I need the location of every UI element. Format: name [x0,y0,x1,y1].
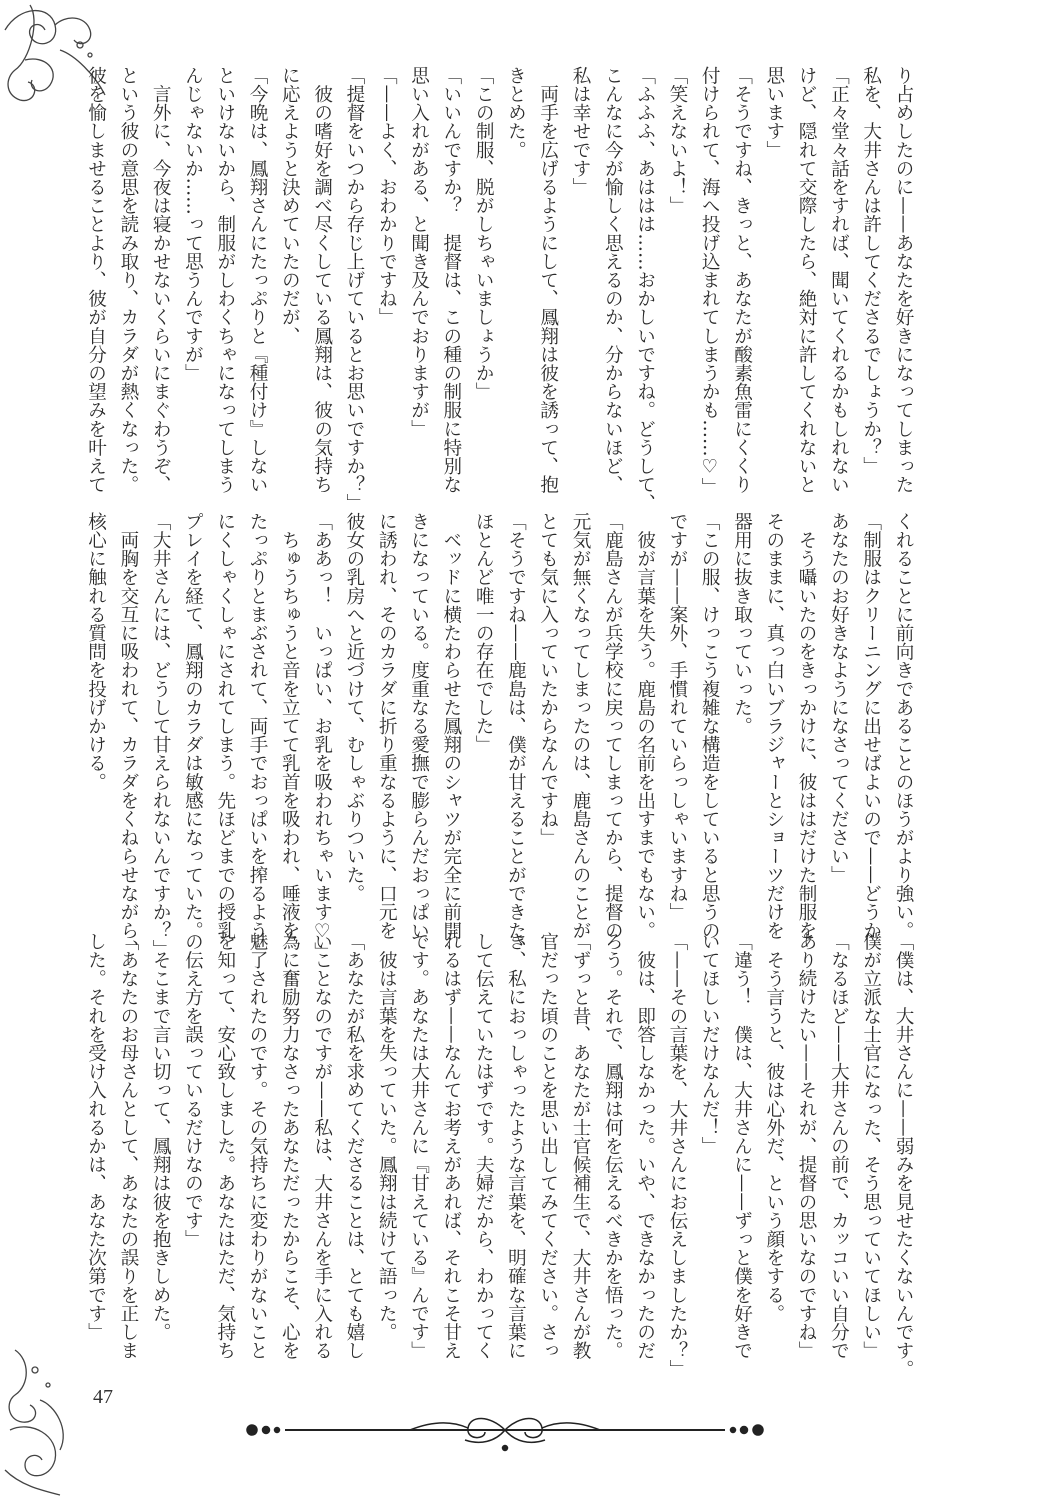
text-line: 彼が言葉を失う。鹿島の名前を出すまでもない。 [634,512,656,940]
text-line: き、私におっしゃったような言葉を、明確な言葉に [505,932,527,1360]
text-line: 「——その言葉を、大井さんにお伝えしましたか？」 [666,932,688,1379]
text-line: して伝えていたはずです。夫婦だから、わかってく [473,932,495,1360]
text-block-middle [79,512,919,961]
text-line: を知って、安心致しました。あなたはただ、気持ち [214,932,236,1360]
text-line: 「僕は、大井さんに——弱みを見せたくないんです。 [893,932,914,1379]
text-line: 「あなたが私を求めてくださることは、とても嬉し [343,932,365,1360]
text-line: した。それを受け入れるかは、あなた次第です」 [85,932,107,1342]
text-line: 元気が無くなってしまったのは、鹿島さんのことが [570,512,592,940]
text-line: 「この服、けっこう複雑な構造をしていると思うの [699,512,721,940]
text-line: 「ずっと昔、あなたが士官候補生で、大井さんが教 [570,932,592,1360]
text-line: 「そうですね——鹿島は、僕が甘えることができた、 [505,512,527,959]
text-line: です。あなたは大井さんに『甘えている』んです」 [408,932,430,1360]
text-line: 「この制服、脱がしちゃいましょうか」 [473,66,495,401]
text-line: 「笑えないよ！」 [666,66,688,215]
text-line: 「違う！ 僕は、大井さんに——ずっと僕を好きで [731,932,753,1360]
text-line: 「そうですね、きっと、あなたが酸素魚雷にくくり [731,66,753,494]
text-line: 言外に、今夜は寝かせないくらいにまぐわうぞ、 [150,66,172,494]
text-line: 魅了されたのです。その気持ちに変わりがないこと [247,932,269,1360]
text-line: きになっている。度重なる愛撫で膨らんだおっぱい [408,512,430,940]
text-line: 私は幸せです」 [570,66,592,197]
text-line: 「今晩は、鳳翔さんにたっぷりと『種付け』しない [247,66,269,494]
text-line: 僕が立派な士官になった、そう思っていてほしい」 [860,932,882,1360]
text-line: こんなに今が愉しく思えるのか、分からないほど、 [602,66,624,494]
text-line: 「提督をいつから存じ上げているとお思いですか？」 [343,66,365,513]
text-block-bottom [79,932,919,1392]
text-line: ろう。それで、鳳翔は何を伝えるべきかを悟った。 [602,932,624,1360]
text-line: 思い入れがある、と聞き及んでおりますが」 [408,66,430,438]
text-line: 彼を愉しませることより、彼が自分の望みを叶えて [85,66,107,494]
text-line: そのままに、真っ白いブラジャーとショーツだけを [763,512,785,940]
text-line: いことなのですが——私は、大井さんを手に入れる [311,932,333,1360]
text-line: 「いいんですか？ 提督は、この種の制服に特別な [440,66,462,494]
text-line: あなたのお好きなようになさってください」 [828,512,850,884]
text-line: あり続けたい——それが、提督の思いなのですね」 [796,932,818,1360]
text-line: 核心に触れる質問を投げかける。 [85,512,107,791]
text-line: いてほしいだけなんだ！」 [699,932,721,1156]
text-line: に誘われ、そのカラダに折り重なるように、口元を [376,512,398,940]
text-line: 彼女の乳房へと近づけて、むしゃぶりついた。 [343,512,365,903]
text-line: ほとんど唯一の存在でした」 [473,512,495,754]
text-line: 「鹿島さんが兵学校に戻ってしまってから、提督の [602,512,624,940]
divider-ornament [240,1410,770,1460]
text-line: といけないから、制服がしわくちゃになってしまう [214,66,236,494]
text-line: 器用に抜き取っていった。 [731,512,753,736]
text-line: の伝え方を誤っているだけなのです」 [182,932,204,1249]
text-line: にくしゃくしゃにされてしまう。先ほどまでの授乳 [214,512,236,940]
text-line: 両手を広げるようにして、鳳翔は彼を誘って、抱 [537,66,559,494]
text-line: り占めしたのに——あなたを好きになってしまった [893,66,914,494]
text-line: 「——よく、おわかりですね」 [376,66,398,327]
text-line: 「あなたのお母さんとして、あなたの誤りを正しま [117,932,139,1360]
text-line: という彼の意思を読み取り、カラダが熱くなった。 [117,66,139,494]
text-line: 官だった頃のことを思い出してみてください。さっ [537,932,559,1360]
text-line: とても気に入っていたからなんですね」 [537,512,559,847]
text-line: 思います」 [763,66,785,159]
text-line: 「ああっ！ いっぱい、お乳を吸われちゃいます♡」 [311,512,333,961]
text-line: ちゅうちゅうと音を立てて乳首を吸われ、唾液を [279,512,301,940]
text-line: に応えようと決めていたのだが、 [279,66,301,345]
text-line: そこまで言い切って、鳳翔は彼を抱きしめた。 [150,932,172,1342]
text-line: 「正々堂々話をすれば、聞いてくれるかもしれない [828,66,850,494]
text-line: けど、隠れて交際したら、絶対に許してくれないと [796,66,818,494]
text-line: 「大井さんには、どうして甘えられないんですか？」 [150,512,172,959]
text-line: そう囁いたのをきっかけに、彼ははだけた制服を [796,512,818,940]
page-number: 47 [93,1386,113,1408]
text-line: 為に奮励努力なさったあなただったからこそ、心を [279,932,301,1360]
text-line: んじゃないか……って思うんですが」 [182,66,204,383]
text-block-top [79,66,919,513]
text-line: くれることに前向きであることのほうがより強い。 [893,512,914,940]
text-line: ベッドに横たわらせた鳳翔のシャツが完全に前開 [440,512,462,940]
text-line: ですが——案外、手慣れていらっしゃいますね」 [666,512,688,922]
text-line: 「なるほど——大井さんの前で、カッコいい自分で [828,932,850,1360]
text-line: プレイを経て、鳳翔のカラダは敏感になっていた。 [182,512,204,940]
text-line: 「ふふふ、あははは……おかしいですね。どうして、 [634,66,656,513]
text-line: 彼の嗜好を調べ尽くしている鳳翔は、彼の気持ち [311,66,333,494]
text-line: たっぷりとまぶされて、両手でおっぱいを搾るよう [247,512,269,940]
text-line: 「制服はクリーニングに出せばよいので——どうか [860,512,882,940]
text-line: そう言うと、彼は心外だ、という顔をする。 [763,932,785,1323]
text-line: きとめた。 [505,66,527,159]
text-line: 付けられて、海へ投げ込まれてしまうかも……♡」 [699,66,721,497]
text-line: 彼は、即答しなかった。いや、できなかったのだ [634,932,656,1360]
text-line: 両胸を交互に吸われて、カラダをくねらせながら、 [117,512,139,959]
text-line: 彼は言葉を失っていた。鳳翔は続けて語った。 [376,932,398,1342]
text-line: 私を、大井さんは許してくださるでしょうか？」 [860,66,882,476]
text-line: れるはず——なんてお考えがあれば、それこそ甘え [440,932,462,1360]
